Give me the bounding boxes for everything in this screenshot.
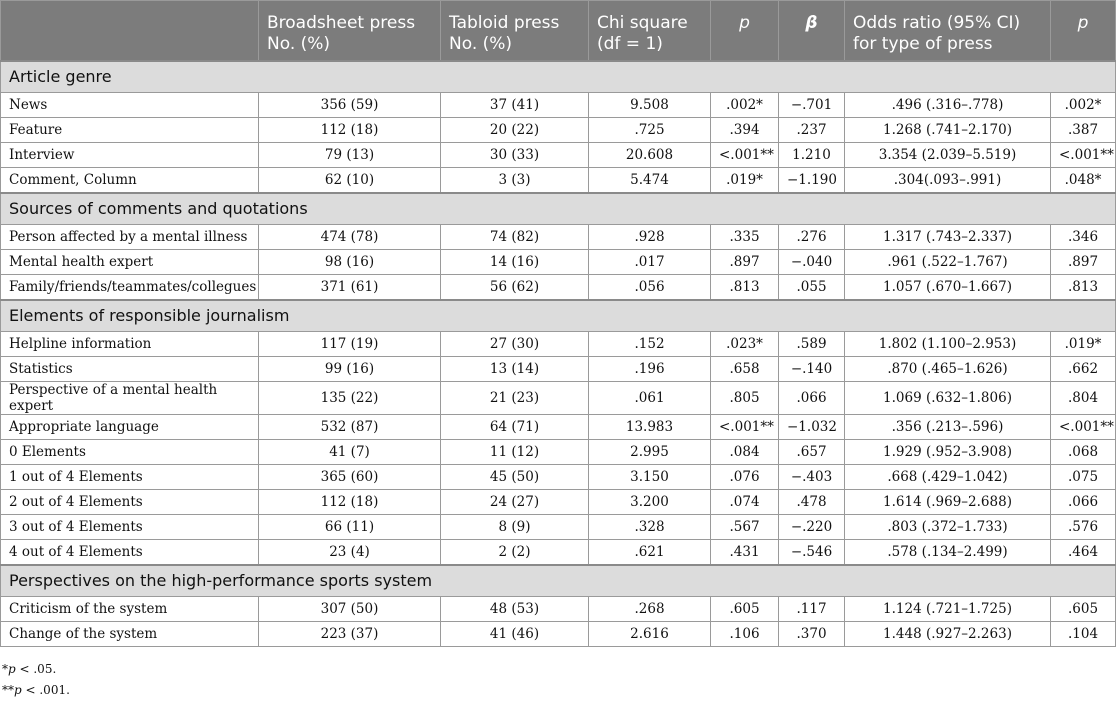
row-label: Comment, Column — [1, 167, 259, 193]
beta-cell: .276 — [779, 224, 845, 249]
odds-ratio-cell: 3.354 (2.039–5.519) — [845, 142, 1051, 167]
row-label: Statistics — [1, 356, 259, 381]
header-tabloid-line2: No. (%) — [449, 34, 513, 54]
row-label: Feature — [1, 117, 259, 142]
header-odds-line2: for type of press — [853, 34, 993, 54]
p-odds-cell: .066 — [1051, 489, 1116, 514]
odds-ratio-cell: 1.057 (.670–1.667) — [845, 274, 1051, 300]
tabloid-cell: 2 (2) — [441, 539, 589, 565]
broadsheet-cell: 66 (11) — [259, 514, 441, 539]
header-p: p — [711, 1, 779, 61]
chi-square-cell: .056 — [589, 274, 711, 300]
p-odds-cell: <.001** — [1051, 142, 1116, 167]
beta-cell: .589 — [779, 331, 845, 356]
chi-square-cell: 2.995 — [589, 439, 711, 464]
chi-square-cell: .621 — [589, 539, 711, 565]
beta-cell: −.546 — [779, 539, 845, 565]
table-row — [1, 249, 1116, 274]
row-label: Perspective of a mental health expert — [1, 381, 259, 414]
broadsheet-cell: 474 (78) — [259, 224, 441, 249]
footnote-p: p — [8, 661, 16, 676]
odds-ratio-cell: 1.069 (.632–1.806) — [845, 381, 1051, 414]
chi-square-cell: .196 — [589, 356, 711, 381]
p-odds-cell: .662 — [1051, 356, 1116, 381]
p-cell: .074 — [711, 489, 779, 514]
p-cell: .658 — [711, 356, 779, 381]
odds-ratio-cell: .803 (.372–1.733) — [845, 514, 1051, 539]
section-row — [1, 300, 1116, 332]
footnote-p: p — [14, 682, 22, 697]
chi-square-cell: .928 — [589, 224, 711, 249]
beta-cell: .237 — [779, 117, 845, 142]
table-row — [1, 142, 1116, 167]
row-label: Interview — [1, 142, 259, 167]
header-broadsheet-line1: Broadsheet press — [267, 13, 416, 33]
p-cell: <.001** — [711, 142, 779, 167]
chi-square-cell: 2.616 — [589, 621, 711, 646]
odds-ratio-cell: .961 (.522–1.767) — [845, 249, 1051, 274]
broadsheet-cell: 117 (19) — [259, 331, 441, 356]
section-title: Sources of comments and quotations — [1, 193, 1116, 225]
broadsheet-cell: 98 (16) — [259, 249, 441, 274]
p-cell: .567 — [711, 514, 779, 539]
p-cell: .897 — [711, 249, 779, 274]
p-cell: .813 — [711, 274, 779, 300]
table-row — [1, 117, 1116, 142]
tabloid-cell: 24 (27) — [441, 489, 589, 514]
odds-ratio-cell: 1.268 (.741–2.170) — [845, 117, 1051, 142]
header-p-odds: p — [1051, 1, 1116, 61]
tabloid-cell: 56 (62) — [441, 274, 589, 300]
table-row — [1, 621, 1116, 646]
broadsheet-cell: 223 (37) — [259, 621, 441, 646]
chi-square-cell: .328 — [589, 514, 711, 539]
row-label: 1 out of 4 Elements — [1, 464, 259, 489]
table-row — [1, 224, 1116, 249]
p-cell: .805 — [711, 381, 779, 414]
tabloid-cell: 3 (3) — [441, 167, 589, 193]
odds-ratio-cell: .578 (.134–2.499) — [845, 539, 1051, 565]
table-row — [1, 167, 1116, 193]
beta-cell: −1.190 — [779, 167, 845, 193]
broadsheet-cell: 371 (61) — [259, 274, 441, 300]
beta-cell: 1.210 — [779, 142, 845, 167]
p-cell: .335 — [711, 224, 779, 249]
table-row — [1, 464, 1116, 489]
chi-square-cell: .725 — [589, 117, 711, 142]
chi-square-cell: 20.608 — [589, 142, 711, 167]
broadsheet-cell: 112 (18) — [259, 489, 441, 514]
table-row — [1, 596, 1116, 621]
broadsheet-cell: 307 (50) — [259, 596, 441, 621]
odds-ratio-cell: 1.317 (.743–2.337) — [845, 224, 1051, 249]
footnote — [2, 680, 1116, 701]
table-body — [1, 61, 1116, 647]
broadsheet-cell: 62 (10) — [259, 167, 441, 193]
header-broadsheet — [259, 1, 441, 61]
broadsheet-cell: 532 (87) — [259, 414, 441, 439]
row-label: 2 out of 4 Elements — [1, 489, 259, 514]
footnote-marker: ** — [2, 682, 14, 697]
tabloid-cell: 13 (14) — [441, 356, 589, 381]
section-row — [1, 565, 1116, 597]
odds-ratio-cell: 1.802 (1.100–2.953) — [845, 331, 1051, 356]
p-odds-cell: .068 — [1051, 439, 1116, 464]
chi-square-cell: 3.150 — [589, 464, 711, 489]
section-title: Perspectives on the high-performance sports system — [1, 565, 1116, 597]
row-label: Criticism of the system — [1, 596, 259, 621]
beta-cell: −.040 — [779, 249, 845, 274]
row-label: 0 Elements — [1, 439, 259, 464]
beta-cell: .055 — [779, 274, 845, 300]
chi-square-cell: 13.983 — [589, 414, 711, 439]
beta-cell: .066 — [779, 381, 845, 414]
row-label: Mental health expert — [1, 249, 259, 274]
header-beta: β — [779, 1, 845, 61]
beta-cell: −.701 — [779, 92, 845, 117]
p-odds-cell: <.001** — [1051, 414, 1116, 439]
header-tabloid-line1: Tabloid press — [449, 13, 560, 33]
section-title: Elements of responsible journalism — [1, 300, 1116, 332]
tabloid-cell: 27 (30) — [441, 331, 589, 356]
p-cell: .084 — [711, 439, 779, 464]
tabloid-cell: 20 (22) — [441, 117, 589, 142]
table-row — [1, 381, 1116, 414]
footnote-text: < .05. — [15, 661, 57, 676]
p-cell: .002* — [711, 92, 779, 117]
header-chi-line2: (df = 1) — [597, 34, 663, 54]
p-odds-cell: .048* — [1051, 167, 1116, 193]
table-row — [1, 356, 1116, 381]
chi-square-cell: 3.200 — [589, 489, 711, 514]
p-odds-cell: .576 — [1051, 514, 1116, 539]
p-cell: .106 — [711, 621, 779, 646]
p-cell: .023* — [711, 331, 779, 356]
tabloid-cell: 21 (23) — [441, 381, 589, 414]
footnotes — [0, 659, 1116, 701]
header-odds-line1: Odds ratio (95% CI) — [853, 13, 1021, 33]
beta-cell: .117 — [779, 596, 845, 621]
section-row — [1, 61, 1116, 93]
chi-square-cell: .268 — [589, 596, 711, 621]
odds-ratio-cell: 1.929 (.952–3.908) — [845, 439, 1051, 464]
p-cell: .394 — [711, 117, 779, 142]
beta-cell: .370 — [779, 621, 845, 646]
beta-cell: −.220 — [779, 514, 845, 539]
p-odds-cell: .804 — [1051, 381, 1116, 414]
broadsheet-cell: 112 (18) — [259, 117, 441, 142]
broadsheet-cell: 135 (22) — [259, 381, 441, 414]
table-row — [1, 414, 1116, 439]
broadsheet-cell: 356 (59) — [259, 92, 441, 117]
tabloid-cell: 48 (53) — [441, 596, 589, 621]
table-row — [1, 514, 1116, 539]
beta-cell: .657 — [779, 439, 845, 464]
tabloid-cell: 45 (50) — [441, 464, 589, 489]
header-label — [1, 1, 259, 61]
tabloid-cell: 8 (9) — [441, 514, 589, 539]
odds-ratio-cell: .668 (.429–1.042) — [845, 464, 1051, 489]
row-label: 3 out of 4 Elements — [1, 514, 259, 539]
odds-ratio-cell: .304(.093–.991) — [845, 167, 1051, 193]
p-odds-cell: .019* — [1051, 331, 1116, 356]
broadsheet-cell: 79 (13) — [259, 142, 441, 167]
row-label: Helpline information — [1, 331, 259, 356]
section-title: Article genre — [1, 61, 1116, 93]
tabloid-cell: 64 (71) — [441, 414, 589, 439]
footnote — [2, 659, 1116, 680]
odds-ratio-cell: 1.124 (.721–1.725) — [845, 596, 1051, 621]
p-odds-cell: .813 — [1051, 274, 1116, 300]
tabloid-cell: 11 (12) — [441, 439, 589, 464]
broadsheet-cell: 365 (60) — [259, 464, 441, 489]
row-label: Appropriate language — [1, 414, 259, 439]
p-odds-cell: .104 — [1051, 621, 1116, 646]
p-cell: .431 — [711, 539, 779, 565]
table-header — [1, 1, 1116, 61]
footnote-marker: * — [2, 661, 8, 676]
broadsheet-cell: 41 (7) — [259, 439, 441, 464]
odds-ratio-cell: .870 (.465–1.626) — [845, 356, 1051, 381]
odds-ratio-cell: 1.448 (.927–2.263) — [845, 621, 1051, 646]
chi-square-cell: .152 — [589, 331, 711, 356]
tabloid-cell: 41 (46) — [441, 621, 589, 646]
beta-cell: .478 — [779, 489, 845, 514]
tabloid-cell: 74 (82) — [441, 224, 589, 249]
table-row — [1, 489, 1116, 514]
header-chi-square — [589, 1, 711, 61]
p-cell: .076 — [711, 464, 779, 489]
beta-cell: −.403 — [779, 464, 845, 489]
odds-ratio-cell: .356 (.213–.596) — [845, 414, 1051, 439]
table-row — [1, 539, 1116, 565]
p-cell: .605 — [711, 596, 779, 621]
table-row — [1, 274, 1116, 300]
footnote-text: < .001. — [21, 682, 70, 697]
section-row — [1, 193, 1116, 225]
row-label: Change of the system — [1, 621, 259, 646]
chi-square-cell: .061 — [589, 381, 711, 414]
odds-ratio-cell: 1.614 (.969–2.688) — [845, 489, 1051, 514]
header-chi-line1: Chi square — [597, 13, 688, 33]
beta-cell: −1.032 — [779, 414, 845, 439]
odds-ratio-cell: .496 (.316–.778) — [845, 92, 1051, 117]
p-odds-cell: .002* — [1051, 92, 1116, 117]
p-odds-cell: .387 — [1051, 117, 1116, 142]
broadsheet-cell: 99 (16) — [259, 356, 441, 381]
row-label: 4 out of 4 Elements — [1, 539, 259, 565]
p-odds-cell: .346 — [1051, 224, 1116, 249]
tabloid-cell: 37 (41) — [441, 92, 589, 117]
row-label: News — [1, 92, 259, 117]
table-row — [1, 331, 1116, 356]
p-odds-cell: .897 — [1051, 249, 1116, 274]
chi-square-cell: 9.508 — [589, 92, 711, 117]
p-odds-cell: .464 — [1051, 539, 1116, 565]
p-cell: <.001** — [711, 414, 779, 439]
header-broadsheet-line2: No. (%) — [267, 34, 331, 54]
table-row — [1, 439, 1116, 464]
p-odds-cell: .605 — [1051, 596, 1116, 621]
tabloid-cell: 14 (16) — [441, 249, 589, 274]
chi-square-cell: 5.474 — [589, 167, 711, 193]
table-row — [1, 92, 1116, 117]
p-cell: .019* — [711, 167, 779, 193]
broadsheet-cell: 23 (4) — [259, 539, 441, 565]
header-tabloid — [441, 1, 589, 61]
header-odds-ratio — [845, 1, 1051, 61]
beta-cell: −.140 — [779, 356, 845, 381]
row-label: Family/friends/teammates/collegues — [1, 274, 259, 300]
chi-square-cell: .017 — [589, 249, 711, 274]
row-label: Person affected by a mental illness — [1, 224, 259, 249]
p-odds-cell: .075 — [1051, 464, 1116, 489]
tabloid-cell: 30 (33) — [441, 142, 589, 167]
